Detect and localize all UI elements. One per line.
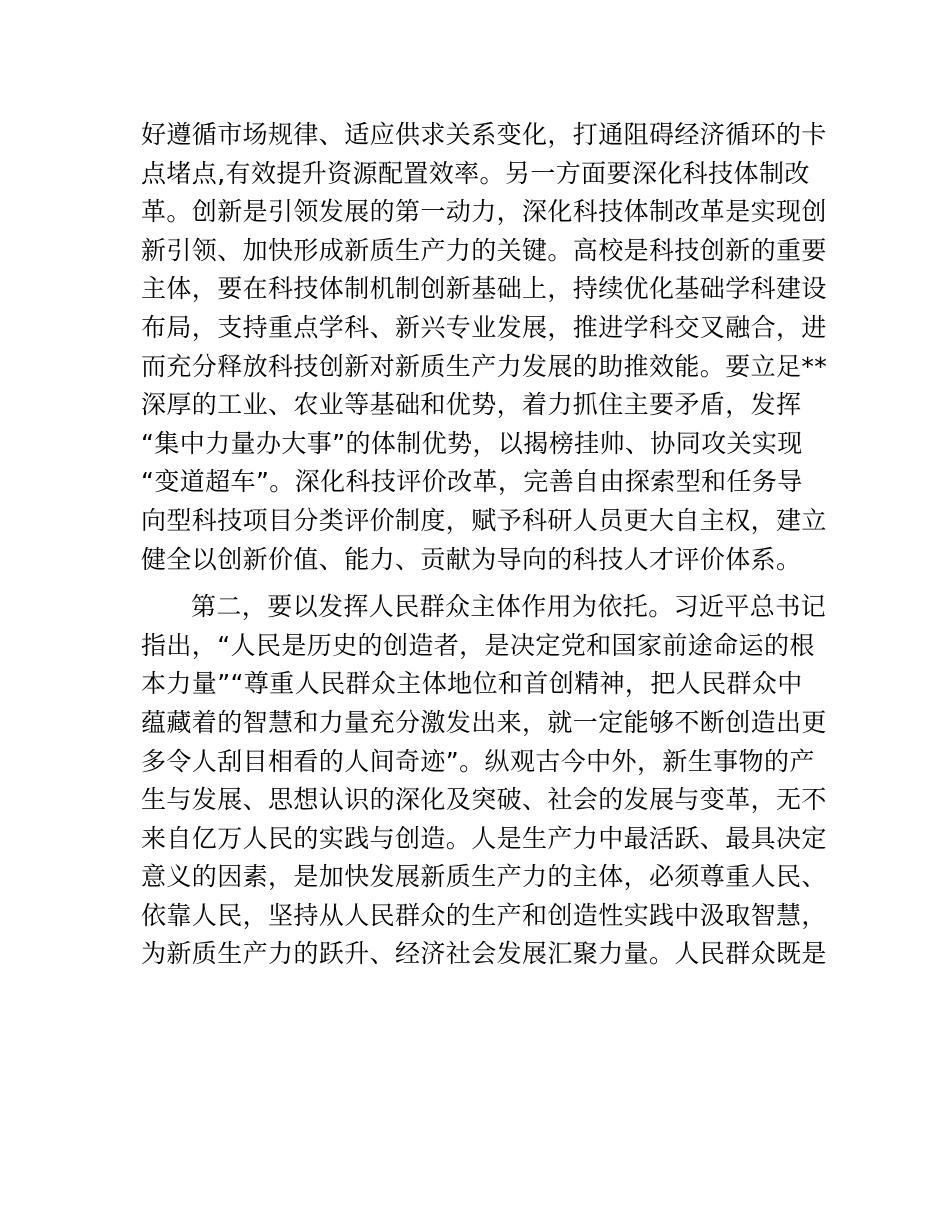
text-line: 向型科技项目分类评价制度，赋予科研人员更大自主权，建立 bbox=[141, 505, 827, 535]
paragraph-1 bbox=[141, 116, 828, 579]
paragraph-2 bbox=[141, 588, 827, 974]
text-line: 点堵点,有效提升资源配置效率。另一方面要深化科技体制改 bbox=[141, 158, 810, 188]
text-line: 依靠人民，坚持从人民群众的生产和创造性实践中汲取智慧， bbox=[141, 900, 827, 930]
text-line: 指出，“人民是历史的创造者，是决定党和国家前途命运的根 bbox=[141, 630, 815, 660]
text-line: 本力量”“尊重人民群众主体地位和首创精神，把人民群众中 bbox=[141, 669, 803, 699]
text-line: 多令人刮目相看的人间奇迹”。纵观古今中外，新生事物的产 bbox=[141, 746, 815, 776]
text-line: “变道超车”。深化科技评价改革，完善自由探索型和任务导 bbox=[141, 467, 803, 497]
text-line: 布局，支持重点学科、新兴专业发展，推进学科交叉融合，进 bbox=[141, 312, 827, 342]
document-body bbox=[141, 116, 828, 974]
text-line: 生与发展、思想认识的深化及突破、社会的发展与变革，无不 bbox=[141, 785, 827, 815]
text-line: 而充分释放科技创新对新质生产力发展的助推效能。要立足** bbox=[141, 351, 828, 381]
text-line: 健全以创新价值、能力、贡献为导向的科技人才评价体系。 bbox=[141, 544, 802, 574]
text-line: 主体，要在科技体制机制创新基础上，持续优化基础学科建设 bbox=[141, 274, 827, 304]
text-line: 好遵循市场规律、适应供求关系变化，打通阻碍经济循环的卡 bbox=[141, 120, 827, 149]
text-line: 新引领、加快形成新质生产力的关键。高校是科技创新的重要 bbox=[141, 235, 827, 265]
text-line: 深厚的工业、农业等基础和优势，着力抓住主要矛盾，发挥 bbox=[141, 390, 802, 420]
text-line: 蕴藏着的智慧和力量充分激发出来，就一定能够不断创造出更 bbox=[141, 707, 827, 737]
text-line: 意义的因素，是加快发展新质生产力的主体，必须尊重人民、 bbox=[141, 862, 827, 892]
paragraph-spacer bbox=[141, 579, 813, 588]
text-line: 来自亿万人民的实践与创造。人是生产力中最活跃、最具决定 bbox=[141, 823, 827, 853]
text-line: 为新质生产力的跃升、经济社会发展汇聚力量。人民群众既是 bbox=[141, 939, 827, 969]
text-line: 革。创新是引领发展的第一动力，深化科技体制改革是实现创 bbox=[141, 197, 827, 227]
text-line-first: 第二，要以发挥人民群众主体作用为依托。习近平总书记 bbox=[191, 592, 827, 622]
text-line: “集中力量办大事”的体制优势，以揭榜挂帅、协同攻关实现 bbox=[141, 428, 803, 458]
